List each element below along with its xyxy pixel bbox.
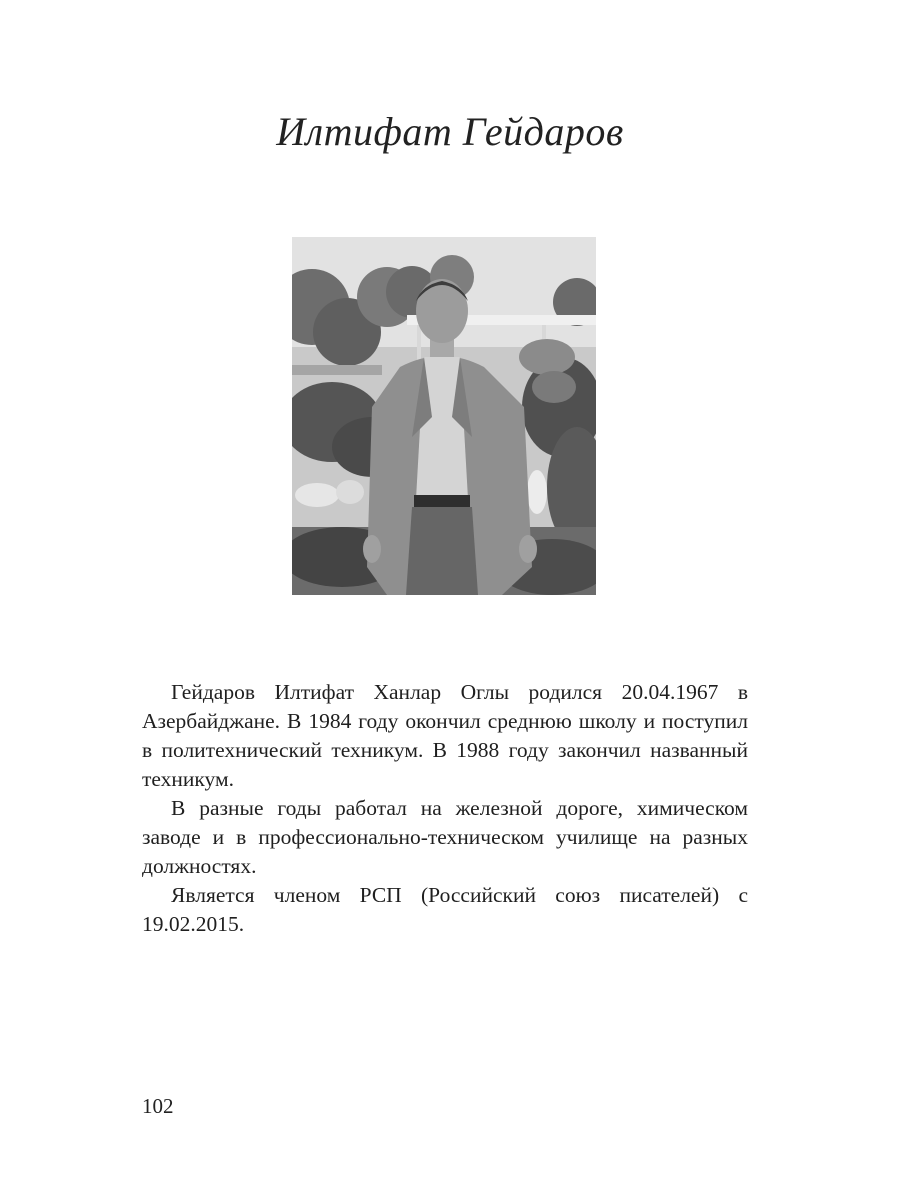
biography-text bbox=[142, 678, 748, 939]
portrait-photo bbox=[292, 237, 596, 595]
bio-paragraph: В разные годы работал на железной дороге, химическом заводе и в профессионально-техническом училище на разных должностях. bbox=[142, 796, 748, 878]
page-title: Илтифат Гейдаров bbox=[276, 109, 624, 154]
page-number: 102 bbox=[142, 1094, 174, 1118]
bio-paragraph: Гейдаров Илтифат Ханлар Оглы родился 20.04.1967 в Азербайджане. В 1984 году окончил среднюю школу и поступил в политехнический техникум. В 1988 году закончил названный техникум. bbox=[142, 680, 748, 791]
bio-paragraph: Является членом РСП (Российский союз писателей) с 19.02.2015. bbox=[142, 883, 748, 936]
